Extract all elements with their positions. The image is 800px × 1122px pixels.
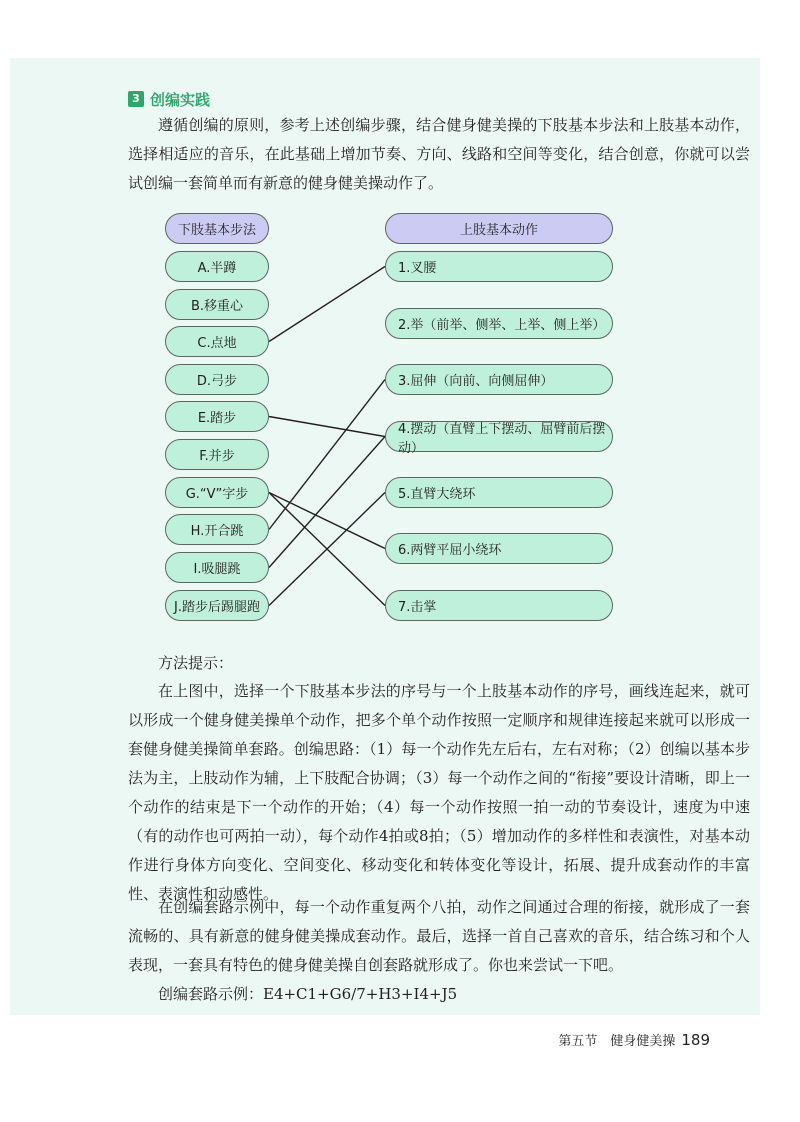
left-item: H.开合跳 [165, 514, 269, 545]
left-item: D.弓步 [165, 364, 269, 395]
right-item: 1.叉腰 [385, 251, 613, 282]
right-item: 2.举（前举、侧举、上举、侧上举） [385, 308, 613, 339]
left-item: B.移重心 [165, 289, 269, 320]
left-item: C.点地 [165, 326, 269, 357]
intro-paragraph: 遵循创编的原则，参考上述创编步骤，结合健身健美操的下肢基本步法和上肢基本动作，选择相适应的音乐，在此基础上增加节奏、方向、线路和空间等变化，结合创意，你就可以尝试创编一套简单而有新意的健身健美操动作了。 [128, 116, 750, 192]
page-footer [558, 1030, 710, 1049]
method-label: 方法提示： [158, 654, 234, 672]
right-item: 7.击掌 [385, 590, 613, 621]
right-item: 3.屈伸（向前、向侧屈伸） [385, 364, 613, 395]
left-header: 下肢基本步法 [165, 213, 269, 244]
chapter-label: 第五节 健身健美操 [558, 1034, 676, 1049]
section-title: 创编实践 [150, 90, 211, 109]
left-item: A.半蹲 [165, 251, 269, 282]
left-item: I.吸腿跳 [165, 552, 269, 583]
left-item: G.“V”字步 [165, 477, 269, 508]
example-paragraph: 在创编套路示例中，每一个动作重复两个八拍，动作之间通过合理的衔接，就形成了一套流畅的、具有新意的健身健美操成套动作。最后，选择一首自己喜欢的音乐，结合练习和个人表现，一套具有特色的健身健美操自创套路就形成了。你也来尝试一下吧。 [128, 898, 750, 974]
page-number: 189 [681, 1031, 710, 1049]
right-header: 上肢基本动作 [385, 213, 613, 244]
left-item: E.踏步 [165, 401, 269, 432]
method-paragraph: 在上图中，选择一个下肢基本步法的序号与一个上肢基本动作的序号，画线连起来，就可以形成一个健身健美操单个动作，把多个单个动作按照一定顺序和规律连接起来就可以形成一套健身健美操简单套路。创编思路：（1）每一个动作先左后右，左右对称；（2）创编以基本步法为主，上肢动作为辅，上下肢配合协调；（3）每一个动作之间的“衔接”要设计清晰，即上一个动作的结束是下一个动作的开始；（4）每一个动作按照一拍一动的节奏设计，速度为中速（有的动作也可两拍一动），每个动作4拍或8拍；（5）增加动作的多样性和表演性，对基本动作进行身体方向变化、空间变化、移动变化和转体变化等设计，拓展、提升成套动作的丰富性、表演性和动感性。 [128, 682, 750, 903]
section-heading [128, 88, 210, 110]
left-item: J.踏步后踢腿跑 [165, 590, 269, 621]
right-item: 6.两臂平屈小绕环 [385, 533, 613, 564]
left-item: F.并步 [165, 439, 269, 470]
section-number: 3 [128, 91, 144, 107]
right-item: 5.直臂大绕环 [385, 477, 613, 508]
example-routine: 创编套路示例：E4+C1+G6/7+H3+I4+J5 [158, 985, 458, 1003]
right-item: 4.摆动（直臂上下摆动、屈臂前后摆动） [385, 421, 613, 452]
